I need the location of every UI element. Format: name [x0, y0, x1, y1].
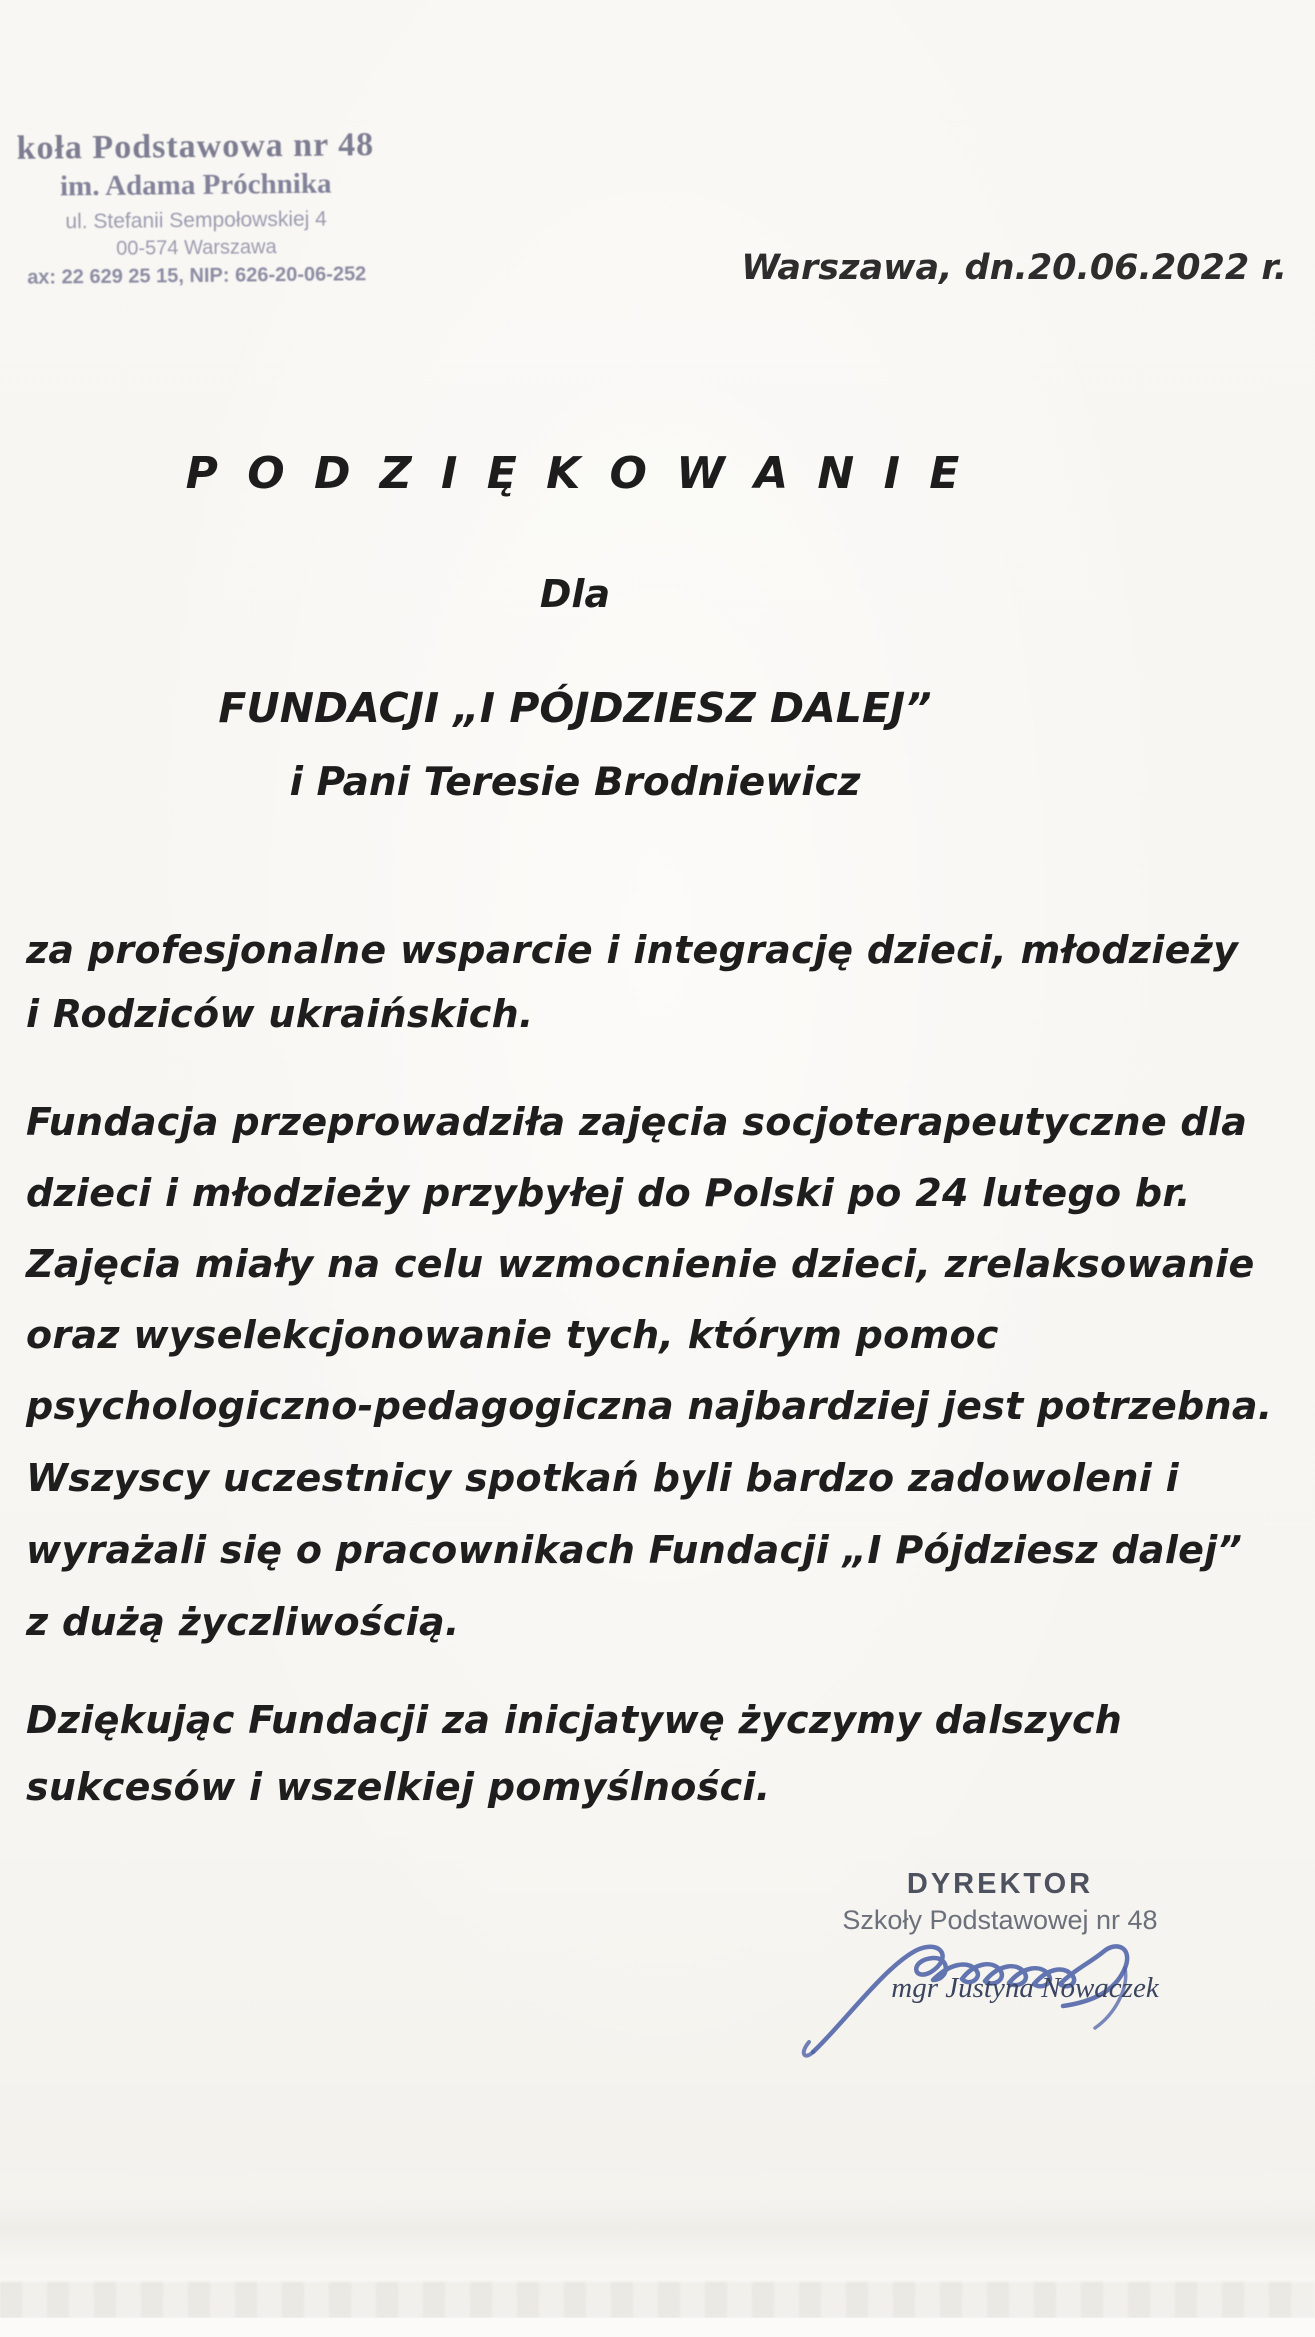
body-line: sukcesów i wszelkiej pomyślności.: [26, 1765, 771, 1809]
letter-title: P O D Z I Ę K O W A N I E: [185, 448, 965, 499]
body-line: i Rodziców ukraińskich.: [26, 992, 534, 1036]
school-city: 00-574 Warszawa: [116, 236, 277, 260]
recipient-foundation: FUNDACJI „I PÓJDZIESZ DALEJ”: [218, 684, 932, 732]
body-line: Wszyscy uczestnicy spotkań byli bardzo zadowoleni i: [26, 1456, 1179, 1500]
body-line: dzieci i młodzieży przybyłej do Polski po 24 lutego br.: [26, 1171, 1191, 1215]
director-title-stamp: DYREKTOR: [906, 1868, 1094, 1900]
body-line: Fundacja przeprowadziła zajęcia socjoterapeutyczne dla: [26, 1100, 1248, 1144]
scan-artifact-band: [0, 2198, 1315, 2260]
body-line: Zajęcia miały na celu wzmocnienie dzieci, zrelaksowanie: [26, 1242, 1255, 1286]
recipient-person: i Pani Teresie Brodniewicz: [289, 760, 861, 805]
school-street: ul. Stefanii Sempołowskiej 4: [65, 207, 327, 234]
school-name: koła Podstawowa nr 48: [16, 126, 375, 167]
body-paragraph-4: [26, 1698, 1122, 1832]
body-line: Dziękując Fundacji za inicjatywę życzymy dalszych: [26, 1698, 1123, 1742]
body-line: psychologiczno-pedagogiczna najbardziej jest potrzebna.: [26, 1384, 1273, 1428]
body-line: wyrażali się o pracownikach Fundacji „I Pójdziesz dalej”: [26, 1528, 1243, 1572]
director-school-stamp: Szkoły Podstawowej nr 48: [842, 1905, 1158, 1935]
body-paragraph-1: [26, 928, 1238, 1056]
dateline: Warszawa, dn.20.06.2022 r.: [741, 248, 1287, 288]
body-line: z dużą życzliwością.: [26, 1600, 460, 1644]
scan-artifact-band: [0, 2318, 1315, 2337]
salutation: Dla: [539, 572, 611, 616]
body-line: za profesjonalne wsparcie i integrację dzieci, młodzieży: [26, 928, 1239, 972]
body-paragraph-2: [26, 1100, 1273, 1455]
signature-block: [790, 1868, 1210, 1936]
body-paragraph-3: [26, 1456, 1242, 1672]
body-line: oraz wyselekcjonowanie tych, którym pomoc: [26, 1313, 999, 1357]
director-name-stamp: mgr Justyna Nowaczek: [891, 1972, 1159, 2004]
school-address-stamp: [0, 126, 407, 290]
school-fax-nip: ax: 22 629 25 15, NIP: 626-20-06-252: [27, 263, 367, 289]
scan-artifact-band: [0, 2282, 1315, 2318]
school-patron: im. Adama Próchnika: [59, 167, 332, 203]
